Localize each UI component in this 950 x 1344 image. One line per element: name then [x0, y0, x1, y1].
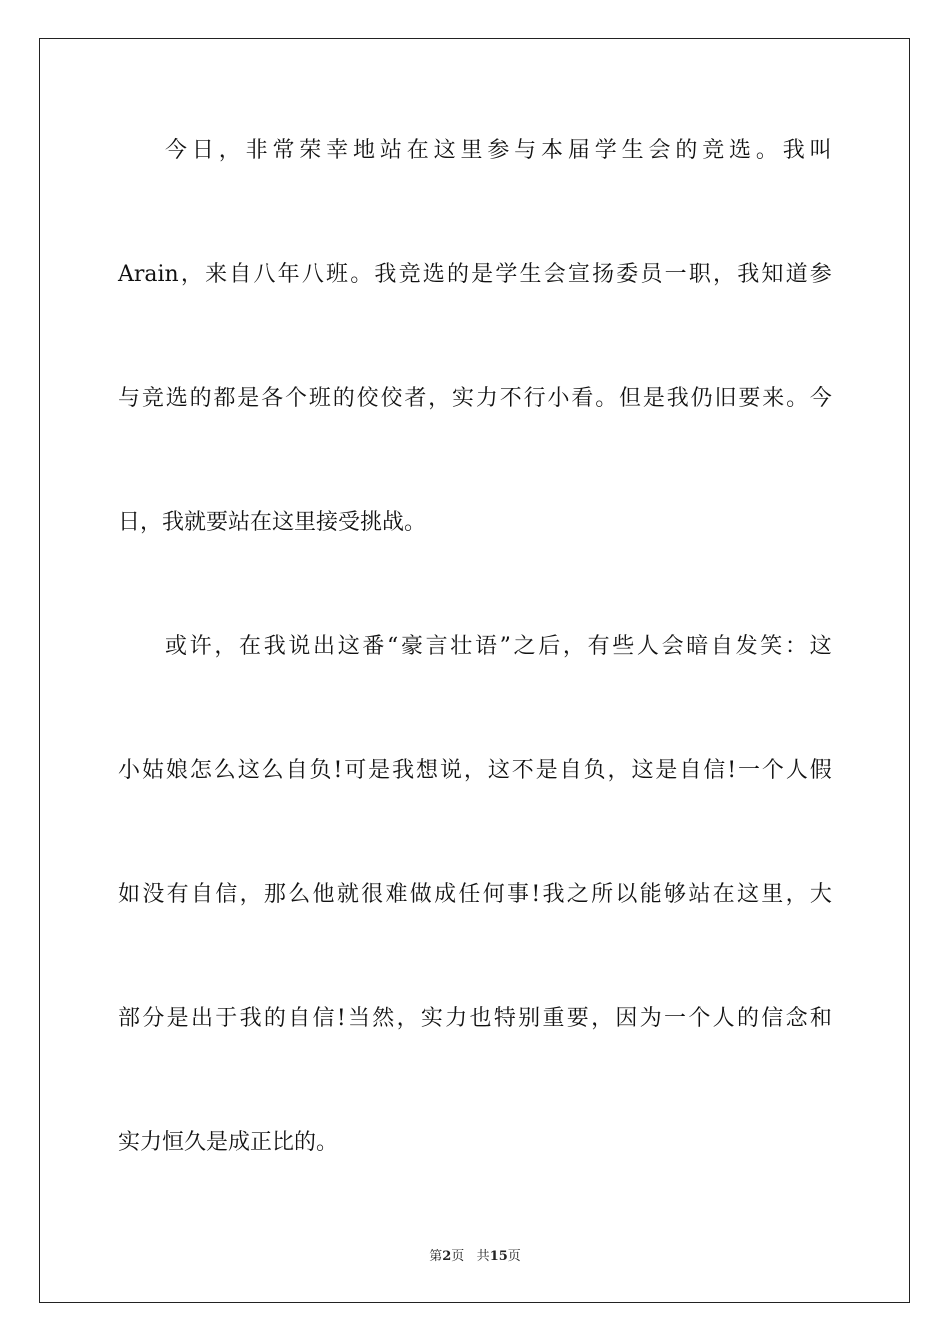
paragraph-1-line-4: 日，我就要站在这里接受挑战。	[118, 510, 427, 535]
paragraph-1-line-3: 与 竞 选 的 都 是 各 个 班 的 佼 佼 者 ， 实 力 不 行 小 看 。 但 是 我 仍 旧 要 来 。 今	[118, 386, 832, 411]
paragraph-2-line-1: 或 许 ， 在 我 说 出 这 番 “ 豪 言 壮 语 ” 之 后 ， 有 些 人 会 暗 自 发 笑 ： 这	[165, 634, 832, 659]
paragraph-2-line-4: 部 分 是 出 于 我 的 自 信 ! 当 然 ， 实 力 也 特 别 重 要 ， 因 为 一 个 人 的 信 念 和	[118, 1006, 832, 1031]
paragraph-1-line-2: Arain ， 来 自 八 年 八 班 。 我 竞 选 的 是 学 生 会 宣 扬 委 员 一 职 ， 我 知 道 参	[118, 262, 832, 287]
page-footer	[0, 1245, 950, 1264]
paragraph-2-line-2: 小 姑 娘 怎 么 这 么 自 负 ! 可 是 我 想 说 ， 这 不 是 自 负 ， 这 是 自 信 ! 一 个 人 假	[118, 758, 832, 783]
paragraph-2-line-3: 如 没 有 自 信 ， 那 么 他 就 很 难 做 成 任 何 事 ! 我 之 所 以 能 够 站 在 这 里 ， 大	[118, 882, 832, 907]
footer-total-prefix: 共	[476, 1249, 490, 1264]
page-border	[39, 38, 910, 1303]
paragraph-2-line-5: 实力恒久是成正比的。	[118, 1130, 339, 1155]
footer-page-prefix: 第	[429, 1249, 443, 1264]
footer-total-pages: 15	[489, 1249, 508, 1264]
footer-total-suffix: 页	[507, 1249, 521, 1264]
paragraph-1-line-1: 今 日 ， 非 常 荣 幸 地 站 在 这 里 参 与 本 届 学 生 会 的 竞 选 。 我 叫	[165, 138, 832, 163]
footer-page-number: 2	[442, 1249, 452, 1264]
footer-page-suffix: 页	[451, 1249, 465, 1264]
